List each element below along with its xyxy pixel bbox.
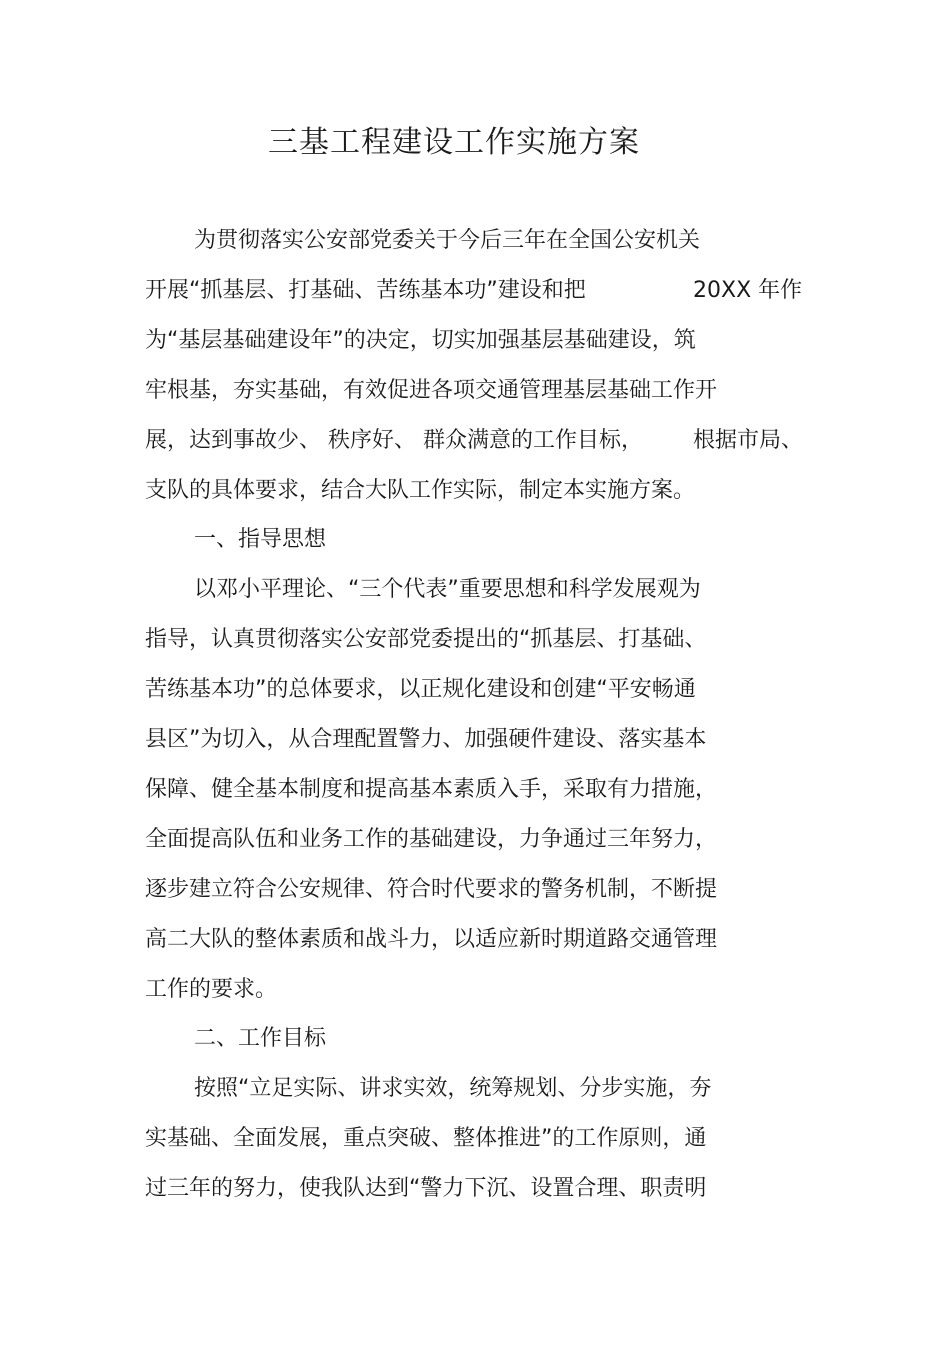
paragraph-line: 苦练基本功”的总体要求，以正规化建设和创建“平安畅通 <box>145 677 696 702</box>
paragraph-line: 为贯彻落实公安部党委关于今后三年在全国公安机关 <box>194 228 701 253</box>
paragraph-line-segment: 20XX 年作 <box>693 278 803 303</box>
paragraph-line: 以邓小平理论、“三个代表”重要思想和科学发展观为 <box>194 577 701 602</box>
paragraph-line: 指导，认真贯彻落实公安部党委提出的“抓基层、打基础、 <box>145 627 707 652</box>
paragraph-line-segment: 根据市局、 <box>693 428 804 453</box>
paragraph-line: 县区”为切入，从合理配置警力、加强硬件建设、落实基本 <box>145 727 707 752</box>
paragraph-line: 按照“立足实际、讲求实效，统筹规划、分步实施，夯 <box>194 1076 712 1101</box>
section-heading: 一、指导思想 <box>194 527 327 552</box>
paragraph-line: 支队的具体要求，结合大队工作实际，制定本实施方案。 <box>145 478 696 503</box>
paragraph-line: 过三年的努力，使我队达到“警力下沉、设置合理、职责明 <box>145 1176 707 1201</box>
paragraph-line: 牢根基，夯实基础，有效促进各项交通管理基层基础工作开 <box>145 378 718 403</box>
paragraph-line: 为“基层基础建设年”的决定，切实加强基层基础建设，筑 <box>145 328 696 353</box>
paragraph-line: 逐步建立符合公安规律、符合时代要求的警务机制，不断提 <box>145 877 718 902</box>
paragraph-line: 工作的要求。 <box>145 977 278 1002</box>
document-title: 三基工程建设工作实施方案 <box>268 125 640 160</box>
paragraph-line: 保障、健全基本制度和提高基本素质入手，采取有力措施， <box>145 777 718 802</box>
section-heading: 二、工作目标 <box>194 1026 327 1051</box>
paragraph-line: 高二大队的整体素质和战斗力，以适应新时期道路交通管理 <box>145 927 718 952</box>
paragraph-line: 开展“抓基层、打基础、苦练基本功”建设和把 <box>145 278 586 303</box>
paragraph-line: 展，达到事故少、 秩序好、 群众满意的工作目标， <box>145 428 643 453</box>
paragraph-line: 全面提高队伍和业务工作的基础建设，力争通过三年努力， <box>145 827 718 852</box>
paragraph-line: 实基础、全面发展，重点突破、整体推进”的工作原则，通 <box>145 1126 707 1151</box>
